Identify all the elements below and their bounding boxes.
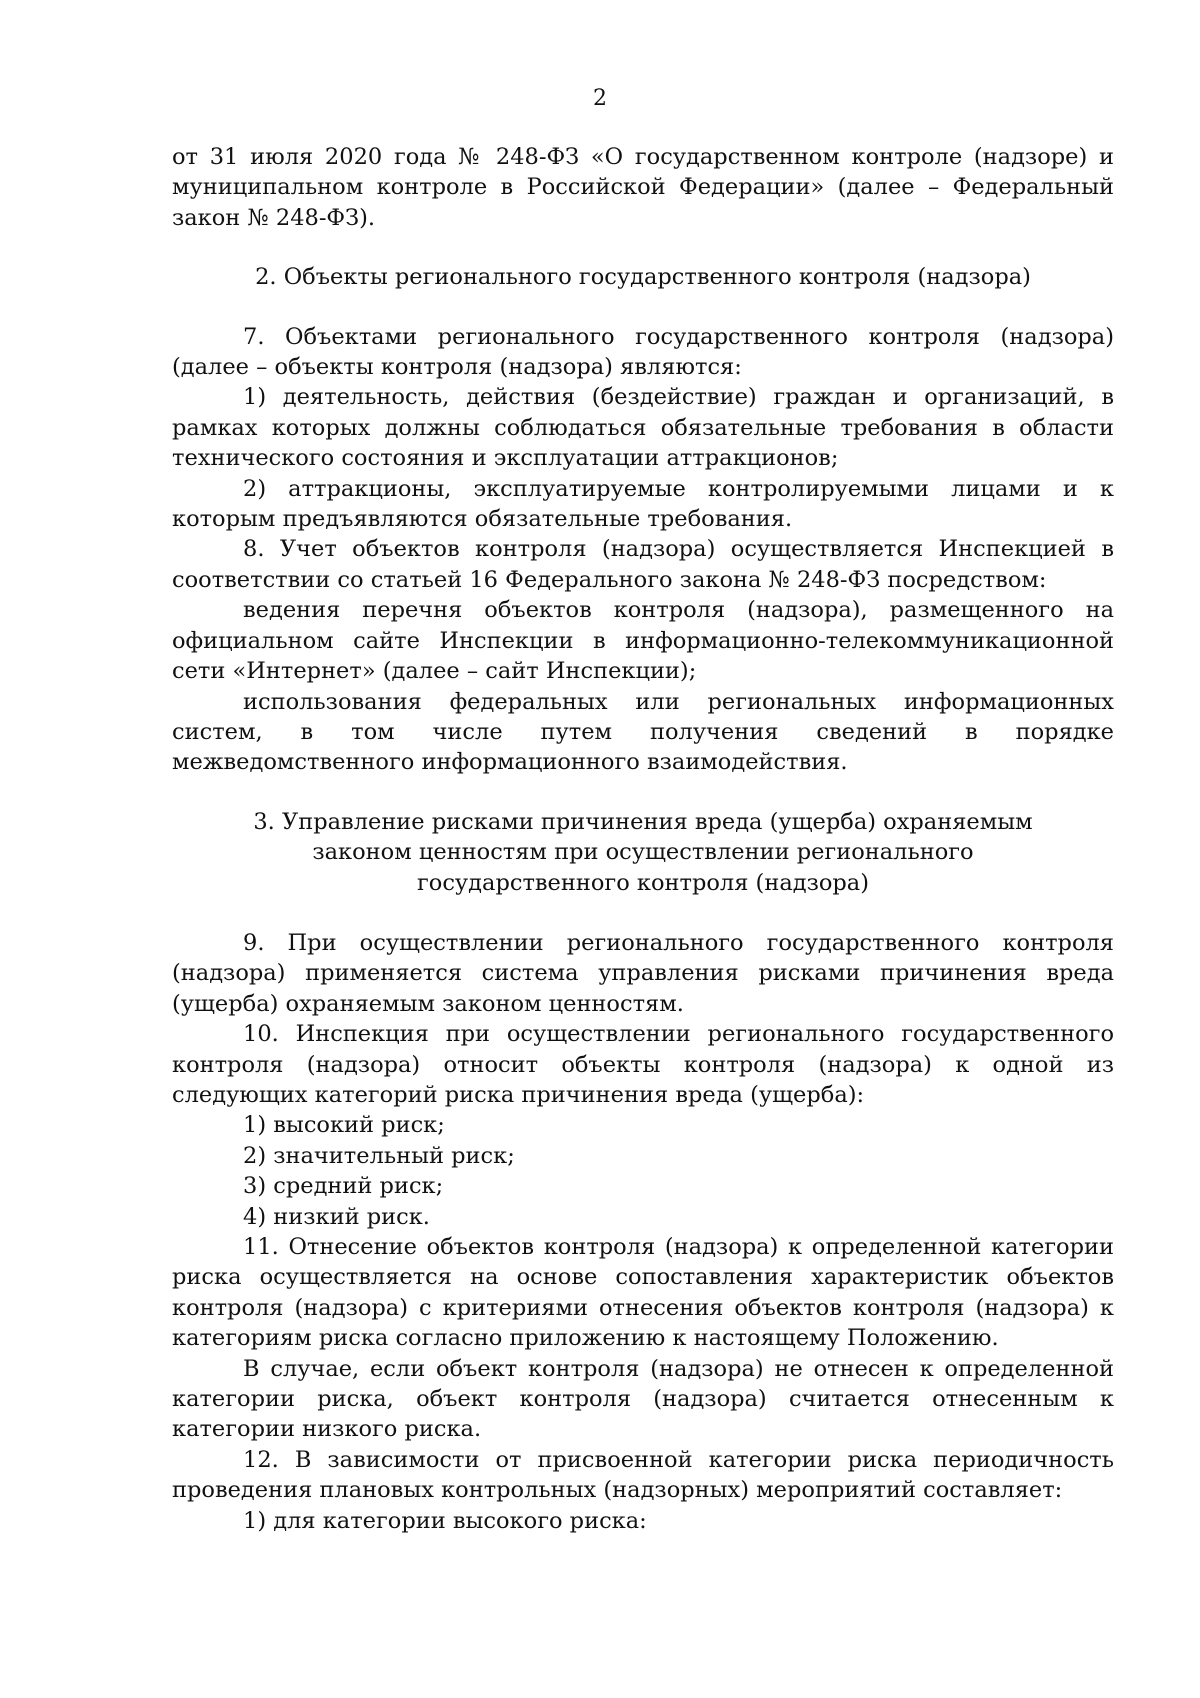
paragraph-8: 8. Учет объектов контроля (надзора) осуществляется Инспекцией в соответствии со статьей 16 Федерального закона № 248-ФЗ посредством: bbox=[172, 536, 1114, 593]
section-heading-3-line-3: государственного контроля (надзора) bbox=[417, 869, 869, 896]
paragraph-10-item-1: 1) высокий риск; bbox=[243, 1112, 445, 1139]
paragraph-12-item-1: 1) для категории высокого риска: bbox=[243, 1507, 647, 1534]
paragraph-8-item-a: ведения перечня объектов контроля (надзора), размещенного на официальном сайте Инспекции в информационно-телекоммуникационной сети «Интернет» (далее – сайт Инспекции); bbox=[172, 597, 1114, 685]
section-heading-2: 2. Объекты регионального государственного контроля (надзора) bbox=[255, 264, 1031, 291]
paragraph-7: 7. Объектами регионального государственного контроля (надзора) (далее – объекты контроля (надзора) являются: bbox=[172, 323, 1114, 381]
paragraph-8-item-b: использования федеральных или региональных информационных систем, в том числе путем получения сведений в порядке межведомственного информационного взаимодействия. bbox=[172, 688, 1114, 776]
paragraph-12: 12. В зависимости от присвоенной категории риска периодичность проведения плановых контрольных (надзорных) мероприятий составляет: bbox=[172, 1446, 1114, 1504]
section-heading-3-line-1: 3. Управление рисками причинения вреда (ущерба) охраняемым bbox=[253, 808, 1033, 835]
paragraph-9: 9. При осуществлении регионального государственного контроля (надзора) применяется система управления рисками причинения вреда (ущерба) охраняемым законом ценностям. bbox=[172, 929, 1114, 1017]
paragraph-10: 10. Инспекция при осуществлении регионального государственного контроля (надзора) относит объекты контроля (надзора) к одной из следующих категорий риска причинения вреда (ущерба): bbox=[172, 1021, 1114, 1108]
document-body bbox=[172, 142, 1114, 1536]
paragraph-11: 11. Отнесение объектов контроля (надзора) к определенной категории риска осуществляется на основе сопоставления характеристик объектов контроля (надзора) с критериями отнесения объектов контроля (надзора) к категориям риска согласно приложению к настоящему Положению. bbox=[172, 1234, 1114, 1352]
paragraph-10-item-4: 4) низкий риск. bbox=[243, 1203, 430, 1230]
paragraph-10-item-2: 2) значительный риск; bbox=[243, 1142, 515, 1169]
paragraph-7-item-1: 1) деятельность, действия (бездействие) граждан и организаций, в рамках которых должны соблюдаться обязательные требования в области технического состояния и эксплуатации аттракционов; bbox=[172, 384, 1114, 472]
paragraph-7-item-2: 2) аттракционы, эксплуатируемые контролируемыми лицами и к которым предъявляются обязательные требования. bbox=[172, 475, 1114, 533]
paragraph-10-item-3: 3) средний риск; bbox=[243, 1173, 444, 1200]
paragraph-11-second: В случае, если объект контроля (надзора) не отнесен к определенной категории риска, объект контроля (надзора) считается отнесенным к категории низкого риска. bbox=[172, 1355, 1114, 1443]
paragraph-continuation: от 31 июля 2020 года № 248-ФЗ «О государственном контроле (надзоре) и муниципальном контроле в Российской Федерации» (далее – Федеральный закон № 248-ФЗ). bbox=[172, 144, 1114, 231]
section-heading-3-line-2: законом ценностям при осуществлении регионального bbox=[312, 839, 974, 866]
page-number: 2 bbox=[593, 86, 607, 111]
